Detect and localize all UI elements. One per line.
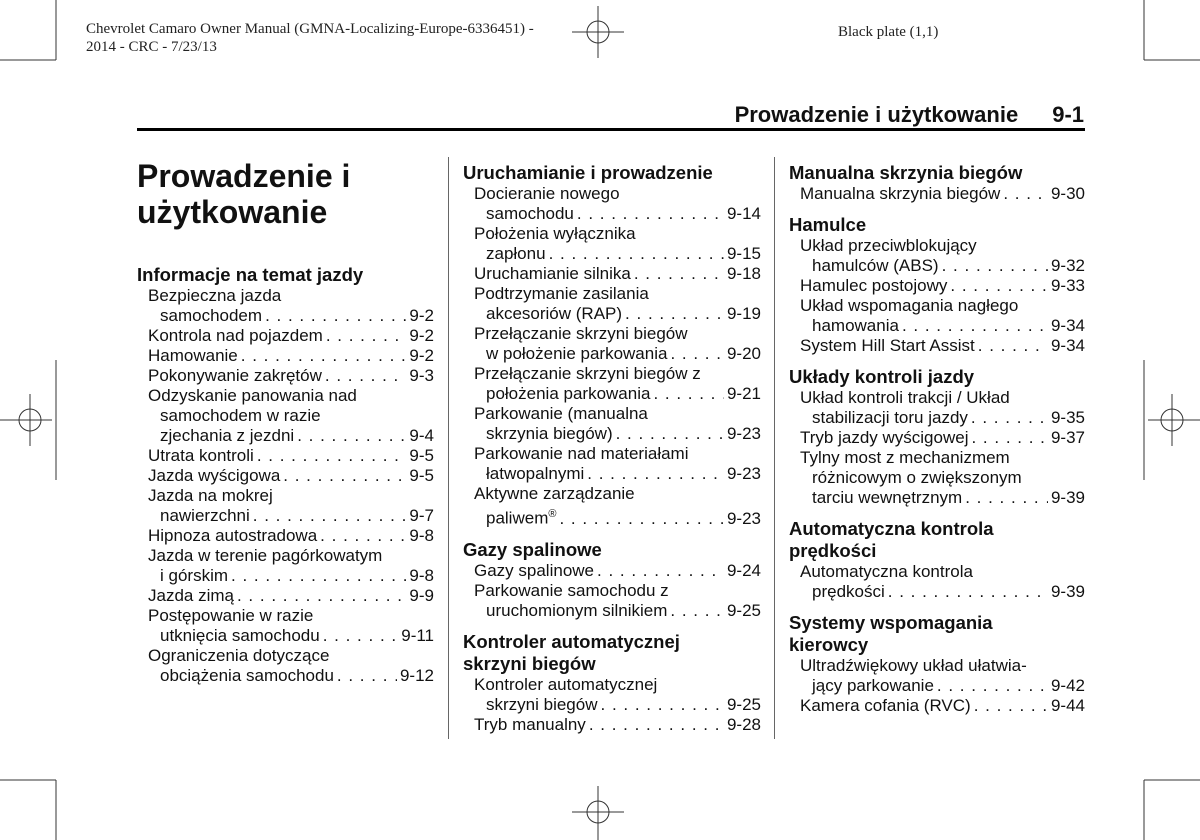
chapter-title: Prowadzenie i użytkowanie [137,158,351,230]
toc-section-heading: skrzyni biegów [463,652,596,674]
toc-page-ref: 9-3 [409,366,434,385]
toc-entry[interactable]: Hipnoza autostradowa . . . 9-8 [137,526,434,546]
toc-page-ref: 9-2 [409,306,434,325]
toc-entry[interactable]: samochodu . . . 9-14 [463,204,761,224]
toc-entry-text: różnicowym o zwiększonym [812,468,1022,487]
print-header-line-2: 2014 - CRC - 7/23/13 [86,39,217,55]
toc-entry[interactable]: Tryb manualny . . . 9-28 [463,715,761,735]
toc-entry-text: Przełączanie skrzyni biegów [474,324,688,343]
print-header-plate: Black plate (1,1) [838,24,939,40]
toc-entry-text: Podtrzymanie zasilania [474,284,649,303]
toc-page-ref: 9-32 [1050,256,1085,275]
toc-section-heading: Układy kontroli jazdy [789,366,975,387]
toc-page-ref: 9-34 [1050,316,1085,335]
toc-entry[interactable]: hamowania . . . 9-34 [789,316,1085,336]
toc-entry[interactable]: nawierzchni . . . 9-7 [137,506,434,526]
toc-page-ref: 9-34 [1050,336,1085,355]
toc-entry-text: Ultradźwiękowy układ ułatwia- [800,656,1027,675]
toc-page-ref: 9-8 [409,526,434,545]
toc-entry-text: Kontroler automatycznej [474,674,658,694]
print-header-left [86,20,534,56]
toc-page-ref: 9-28 [726,714,761,734]
toc-page-ref: 9-37 [1050,428,1085,447]
toc-column-1 [137,264,434,686]
toc-entry-text: Układ kontroli trakcji / Układ [800,388,1010,407]
toc-page-ref: 9-42 [1050,676,1085,695]
toc-entry[interactable]: Tryb jazdy wyścigowej . . . 9-37 [789,428,1085,448]
toc-entry[interactable]: Hamowanie . . . 9-2 [137,346,434,366]
toc-page-ref: 9-44 [1050,696,1085,715]
toc-page-ref: 9-23 [726,508,761,528]
toc-entry-text: Położenia wyłącznika [474,224,636,243]
toc-entry[interactable]: Utrata kontroli . . . 9-5 [137,446,434,466]
toc-page-ref: 9-9 [409,586,434,605]
toc-section-heading: Hamulce [789,214,867,235]
toc-entry[interactable]: hamulców (ABS) . . . 9-32 [789,256,1085,276]
toc-page-ref: 9-25 [726,600,761,620]
toc-section-heading: Kontroler automatycznej [463,630,680,652]
toc-entry[interactable]: utknięcia samochodu . . . 9-11 [137,626,434,646]
toc-page-ref: 9-18 [726,264,761,283]
toc-entry-text: Przełączanie skrzyni biegów z [474,364,701,383]
toc-entry[interactable]: zapłonu . . . 9-15 [463,244,761,264]
toc-page-ref: 9-30 [1050,184,1085,203]
toc-page-ref: 9-21 [726,384,761,403]
toc-page-ref: 9-2 [409,346,434,365]
running-head [735,102,1084,128]
toc-entry[interactable]: Kontrola nad pojazdem . . . 9-2 [137,326,434,346]
registration-target-bottom [572,786,624,840]
toc-entry-text: Parkowanie nad materiałami [474,444,689,463]
column-divider [774,157,775,739]
toc-page-ref: 9-23 [726,424,761,443]
toc-entry[interactable]: Kamera cofania (RVC) . . . 9-44 [789,696,1085,716]
registered-mark: ® [548,508,557,520]
toc-entry[interactable]: paliwem® . . . 9-23 [463,504,761,529]
toc-entry-text: samochodem w razie [160,406,321,425]
toc-page-ref: 9-4 [409,426,434,445]
print-header-line-1: Chevrolet Camaro Owner Manual (GMNA-Localizing-Europe-6336451) - [86,21,534,37]
toc-entry[interactable]: zjechania z jezdni . . . 9-4 [137,426,434,446]
toc-page-ref: 9-14 [726,204,761,223]
toc-entry[interactable]: łatwopalnymi . . . 9-23 [463,464,761,484]
toc-entry[interactable]: obciążenia samochodu . . . 9-12 [137,666,434,686]
toc-page-ref: 9-39 [1050,582,1085,601]
toc-page-ref: 9-33 [1050,276,1085,295]
toc-entry-text: Bezpieczna jazda [148,286,282,305]
toc-page-ref: 9-39 [1050,488,1085,507]
running-head-title: Prowadzenie i użytkowanie [734,102,1019,127]
toc-section-heading: Manualna skrzynia biegów [789,162,1023,183]
toc-section-heading: prędkości [789,540,877,561]
toc-entry[interactable]: położenia parkowania . . . 9-21 [463,384,761,404]
toc-entry-text: Układ wspomagania nagłego [800,296,1019,315]
toc-entry[interactable]: Jazda zimą . . . 9-9 [137,586,434,606]
toc-entry-text: Tylny most z mechanizmem [800,448,1010,467]
toc-section-heading: kierowcy [789,634,869,655]
page-number: 9-1 [1052,102,1084,127]
toc-entry[interactable]: Hamulec postojowy . . . 9-33 [789,276,1085,296]
toc-page-ref: 9-12 [399,666,434,685]
toc-entry-text: Jazda na mokrej [148,486,273,505]
toc-entry[interactable]: stabilizacji toru jazdy . . . 9-35 [789,408,1085,428]
toc-entry[interactable]: skrzynia biegów) . . . 9-23 [463,424,761,444]
registration-target-right [1148,394,1200,446]
column-divider [448,157,449,739]
toc-page-ref: 9-7 [409,506,434,525]
toc-entry[interactable]: skrzyni biegów . . . 9-25 [463,695,761,715]
toc-entry-text: Odzyskanie panowania nad [148,386,357,405]
toc-page-ref: 9-5 [409,466,434,485]
registration-target-left [0,394,52,446]
toc-section-heading: Automatyczna kontrola [789,518,994,539]
toc-section-heading: Informacje na temat jazdy [137,264,364,285]
toc-section-heading: Systemy wspomagania [789,612,993,633]
toc-column-2 [463,162,761,735]
toc-entry[interactable]: akcesoriów (RAP) . . . 9-19 [463,304,761,324]
toc-entry-text: Automatyczna kontrola [800,562,973,581]
toc-entry[interactable]: Jazda wyścigowa . . . 9-5 [137,466,434,486]
toc-entry-text: Układ przeciwblokujący [800,236,977,255]
toc-page-ref: 9-15 [726,244,761,263]
toc-entry[interactable]: i górskim . . . 9-8 [137,566,434,586]
toc-entry[interactable]: Uruchamianie silnika . . . 9-18 [463,264,761,284]
toc-entry-text: Aktywne zarządzanie [474,484,635,503]
toc-entry[interactable]: System Hill Start Assist . . . 9-34 [789,336,1085,356]
toc-column-3 [789,162,1085,716]
toc-page-ref: 9-35 [1050,408,1085,427]
toc-page-ref: 9-23 [726,464,761,483]
toc-page-ref: 9-19 [726,304,761,323]
toc-entry[interactable]: samochodem . . . 9-2 [137,306,434,326]
header-rule [137,128,1085,131]
registration-target-top [572,6,624,58]
toc-entry[interactable]: uruchomionym silnikiem . . . 9-25 [463,601,761,621]
toc-entry[interactable]: jący parkowanie . . . 9-42 [789,676,1085,696]
toc-page-ref: 9-2 [409,326,434,345]
toc-page-ref: 9-25 [726,694,761,714]
toc-entry[interactable]: w położenie parkowania . . . 9-20 [463,344,761,364]
toc-entry-text: Parkowanie (manualna [474,404,648,423]
toc-entry[interactable]: Manualna skrzynia biegów . . . 9-30 [789,184,1085,204]
toc-entry-text: Ograniczenia dotyczące [148,646,330,665]
toc-page-ref: 9-11 [401,626,434,645]
toc-entry-text: Parkowanie samochodu z [474,580,669,600]
toc-entry[interactable]: prędkości . . . 9-39 [789,582,1085,602]
toc-entry[interactable]: Gazy spalinowe . . . 9-24 [463,561,761,581]
toc-entry-text: Docieranie nowego [474,184,620,203]
toc-page-ref: 9-24 [726,560,761,580]
toc-entry[interactable]: tarciu wewnętrznym . . . 9-39 [789,488,1085,508]
toc-entry[interactable]: Pokonywanie zakrętów . . . 9-3 [137,366,434,386]
toc-section-heading: Uruchamianie i prowadzenie [463,162,713,183]
toc-page-ref: 9-20 [726,344,761,363]
toc-entry-text: Jazda w terenie pagórkowatym [148,546,383,565]
toc-page-ref: 9-5 [409,446,434,465]
toc-section-heading: Gazy spalinowe [463,538,602,560]
toc-page-ref: 9-8 [409,566,434,585]
toc-entry-text: Postępowanie w razie [148,606,314,625]
